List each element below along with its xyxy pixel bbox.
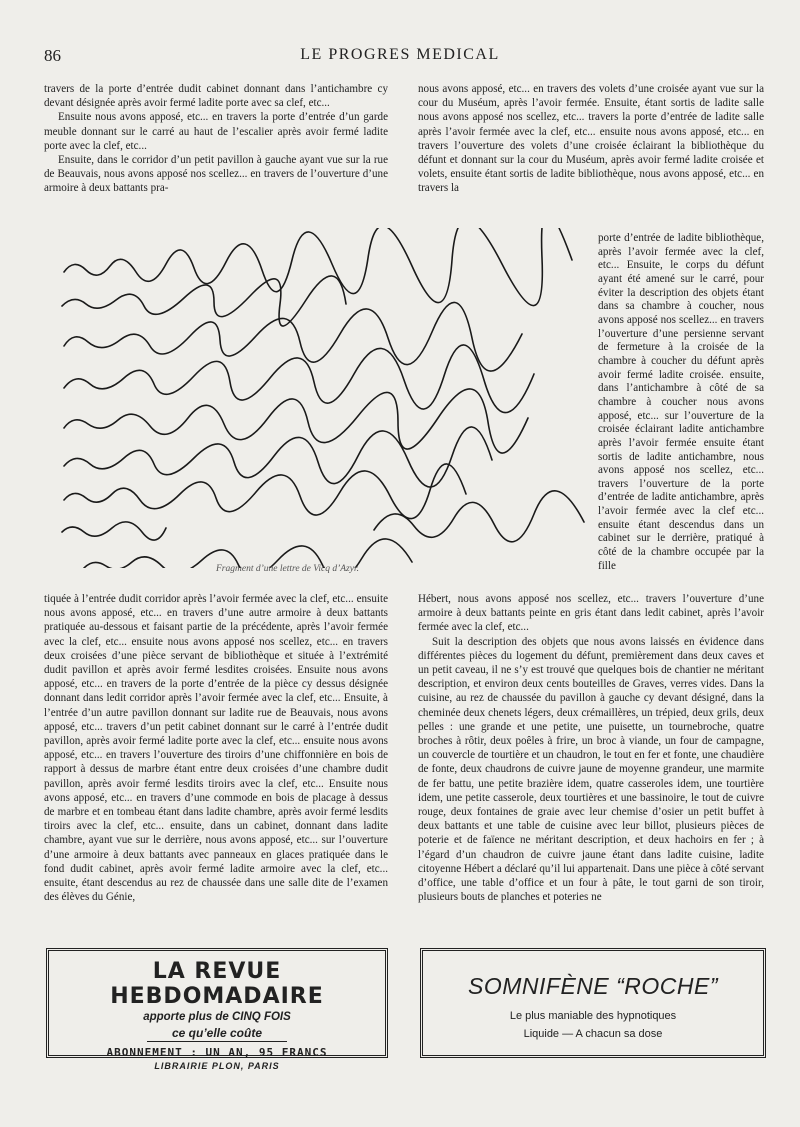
bottom-left-column [44,592,388,904]
paragraph: porte d’entrée de ladite bibliothèque, après l’avoir fermée avec la clef, etc... Ensuite, le corps du défunt ayant été amené sur le carré, pour éviter la description des objets étant dans sa chambre à coucher, nous avons apposé nos scellez... en travers l’ouverture d’une persienne servant de fermeture à la croisée de la chambre à coucher du défunt après avoir fermé ladite croisée. ensuite, dans l’antichambre à côté de sa chambre à coucher nous avons apposé, etc... sur l’ouverture de la croisée éclairant ladite antichambre après l’avoir fermée ensuite étant sortis de ladite antichambre, nous avons apposé nos scellez, etc... travers l’ouverture de la porte d’entrée de ladite antichambre, après l’avoir fermée avec la clef etc... ensuite étant descendus dans un cabinet sur le derrière, pratiqué à côté de la chambre occupée par la fille [598,232,764,572]
top-left-column [44,82,388,196]
ad-title: LA REVUE HEBDOMADAIRE [110,959,324,1009]
ad-title: SOMNIFÈNE “ROCHE” [468,973,718,999]
page-number: 86 [44,46,61,65]
ad-line: Liquide — A chacun sa dose [523,1028,663,1040]
ad-line: Le plus maniable des hypnotiques [509,1010,677,1022]
paragraph: travers de la porte d’entrée dudit cabinet donnant dans l’antichambre cy devant désignée après avoir fermé ladite porte avec sa clef, etc... [44,83,388,110]
right-narrow-column [598,232,764,573]
bottom-right-column [418,592,764,904]
handwritten-letter-image [44,228,592,568]
paragraph: Suit la description des objets que nous avons laissés en évidence dans différentes pièces du logement du défunt, premièrement dans deux caves et un petit caveau, il ne s’y est trouvé que quelques bois de chantier ne méritant description, et environ deux cents bouteilles de Graves, verres vides. Dans la cuisine, au rez de chaussée du pavillon à gauche cy devant désigné, dans la cheminée deux chenets légers, deux crémaillères, un trépied, deux grils, deux pelles : une grande et une petite, une puisette, un tournebroche, quatre broches à rôtir, deux poêles à frire, un broc à viande, un four de campagne, un couvercle de tourtière et un chaudron, le tout en fer et fonte, une chaudière de fonte, deux chaudrons de cuivre jaune de moyenne grandeur, une marmite de fer battu, une petite brazière idem, quatre casseroles idem, une tourtière idem, une petite casserole, deux tourtières et une bassinoire, le tout de cuivre rouge, deux fontaines de graie avec leur chemise d’osier un petit buffet à deux battants et une table de cuisine avec leur billot, plusieurs pièces de poterie et de faïence ne méritant description, et deux hachoirs en fer ; à l’égard d’un chaudron de cuivre jaune étant dans ladite cuisine, ladite citoyenne Hébert a déclaré qu’il lui appartenait. Dans une pièce à côté servant d’office, une table d’office et un four à pâte, le tout garni de son tiroir, plusieurs bouts de planches et poteries ne [418,635,764,904]
paragraph: Hébert, nous avons apposé nos scellez, etc... travers l’ouverture d’une armoire à deux battants peinte en gris étant dans ledit cabinet, après l’avoir fermée avec la clef, etc... [418,593,764,634]
paragraph: Ensuite nous avons apposé, etc... en travers la porte d’entrée d’un garde meuble donnant sur le carré au haut de l’escalier après avoir fermé ladite porte avec la clef, etc... [44,111,388,152]
paragraph: tiquée à l’entrée dudit corridor après l’avoir fermée avec la clef, etc... ensuite nous avons apposé, etc... en travers d’une autre armoire à deux battants pratiquée au-dessous et faisant partie de la précédente, après l’avoir fermée avec la clef, etc... ensuite nous avons apposé nos scellez, etc... en travers deux croisées d’une pièce servant de bibliothèque et située à l’extrémité dudit pavillon et après avoir fermé lesdites croisées. Ensuite nous avons apposé, etc... en travers de la porte d’entrée de la pièce cy dessus désignée donnant dans ledit corridor après l’avoir fermée avec la clef, etc... Ensuite, à l’entrée d’un autre pavillon donnant sur ladite rue de Beauvais, nous avons apposé, etc... travers d’un petit cabinet donnant sur le carré à l’entrée dudit pavillon, après avoir fermé ladite porte avec la clef, etc... ensuite nous avons apposé, etc... en travers l’ouverture des tiroirs d’une chiffonnière en bois de rapport à dessus de marbre étant entre deux croisées d’une chambre dudit pavillon, après avoir fermé lesdits tiroirs avec la clef, etc... Ensuite nous avons apposé, etc... en travers d’une commode en bois de placage à dessus de marbre et en tombeau étant dans ladite chambre, après avoir fermé lesdits tiroirs avec la clef, etc... ensuite, dans un cabinet, donnant dans ladite chambre, ayant vue sur le derrière, nous avons apposé, etc... sur l’ouverture d’une armoire à deux battants avec panneaux en glaces pratiquée dans le fond dudit cabinet, après avoir fermé ladite armoire avec la clef, etc... ensuite, étant descendus au rez de chaussée dans une salle dite de l’examen des élèves du Génie, [44,593,388,904]
letter-caption: Fragment d’une lettre de Vicq d’Azyr. [216,564,359,574]
paragraph: nous avons apposé, etc... en travers des volets d’une croisée ayant vue sur la cour du Muséum, après l’avoir fermée. Ensuite, étant sortis de ladite salle nous avons apposé nos scellez, etc... travers la porte d’entrée de ladite salle après l’avoir fermée avec la clef, etc... ensuite nous avons apposé, etc... en travers l’ouverture des volets d’une croisée éclairant la bibliothèque du défunt et donnant sur la cour du Muséum, après avoir fermé ladite croisée et volets, ensuite étant sortis de ladite bibliothèque, nous avons apposé, etc... en travers la [418,83,764,195]
ad-publisher: LIBRAIRIE PLON, PARIS [154,1061,280,1071]
revue-hebdomadaire-advertisement [46,948,388,1071]
running-head: LE PROGRES MEDICAL [300,46,500,63]
somnifene-advertisement [420,948,766,1058]
ad-line: apporte plus de CINQ FOIS [143,1011,291,1023]
ad-line: ce qu’elle coûte [171,1026,263,1040]
ad-subscription: ABONNEMENT : UN AN, 95 FRANCS [106,1046,328,1059]
top-right-column [418,82,764,196]
paragraph: Ensuite, dans le corridor d’un petit pavillon à gauche ayant vue sur la rue de Beauvais, nous avons apposé nos scellez... en travers de l’ouverture d’une armoire à deux battants pra- [44,154,388,195]
ad-underline [147,1041,287,1042]
